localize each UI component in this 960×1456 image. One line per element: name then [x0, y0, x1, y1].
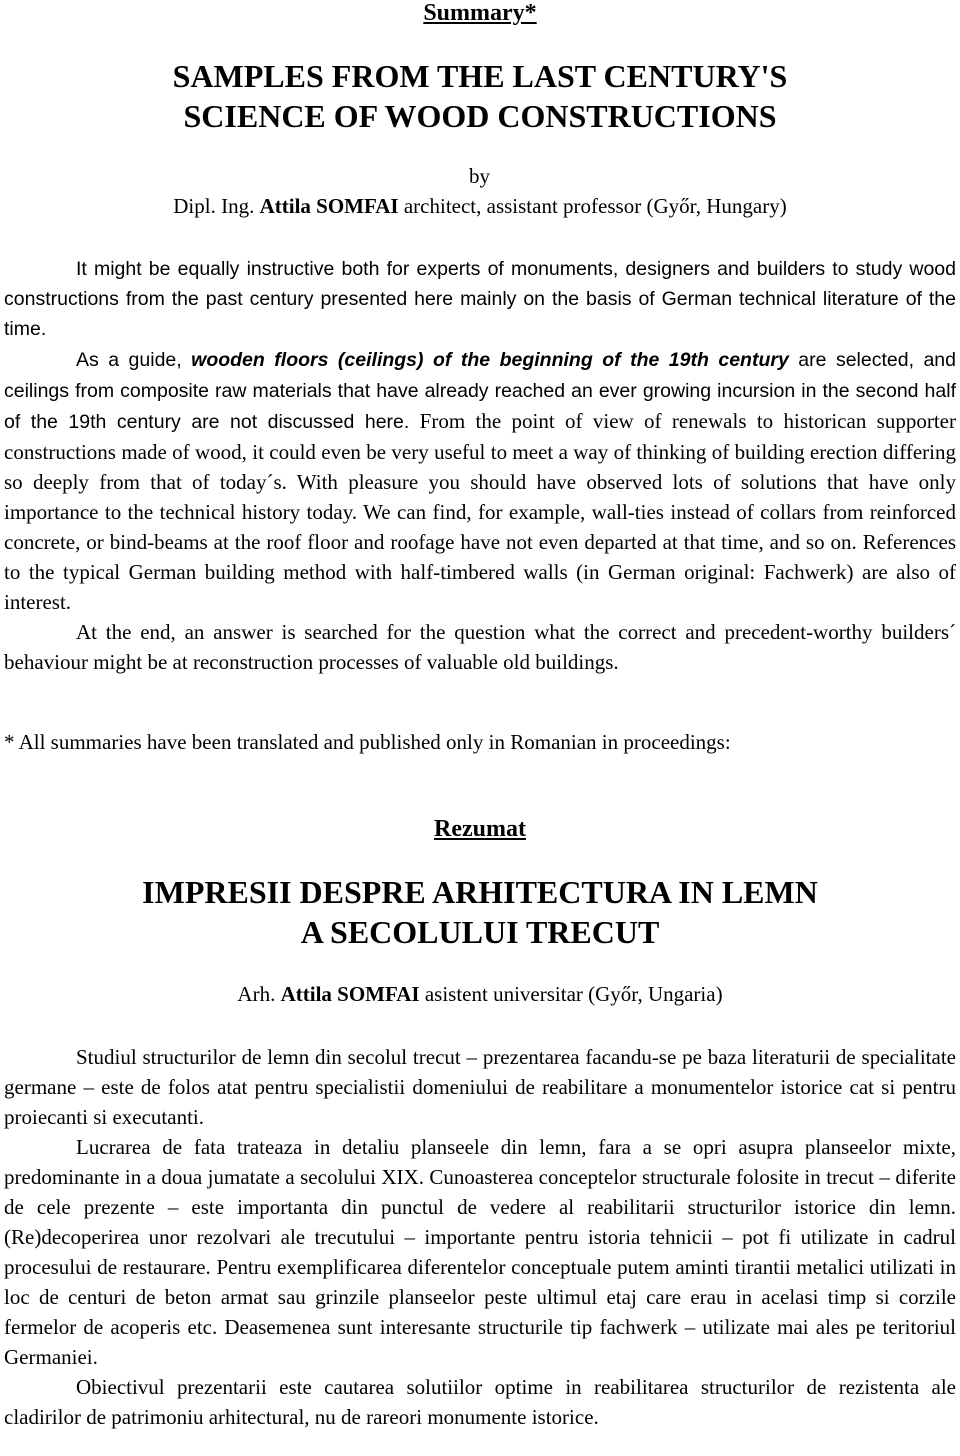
footnote: * All summaries have been translated and published only in Romanian in proceedings:	[4, 730, 731, 754]
english-paragraph-2-middle: are selected, and ceilings from composite raw materials that have already reached an ever growing incursion in the second half of the 19th century are not discussed here.	[4, 349, 956, 433]
english-title-line-1: SAMPLES FROM THE LAST CENTURY'S	[172, 58, 788, 94]
ro-author-name: Attila SOMFAI	[280, 982, 420, 1006]
author-prefix: Dipl. Ing.	[173, 194, 260, 218]
ro-author-prefix: Arh.	[237, 982, 281, 1006]
english-abstract	[4, 254, 956, 677]
english-paragraph-2-emphasis: wooden floors (ceilings) of the beginning of the 19th century	[191, 349, 789, 371]
english-paragraph-2-tail: From the point of view of renewals to historican supporter constructions made of wood, it could even be very useful to meet a way of thinking of building erection differing so deeply from that of today´s. With pleasure you should have observed lots of solutions that have only importance to the technical history today. We can find, for example, wall-ties instead of collars from reinforced concrete, or bind-beams at the roof floor and roofage have not even departed at that time, and so on. References to the typical German building method with half-timbered walls (in German original: Fachwerk) are also of interest.	[4, 409, 956, 614]
english-paragraph-2	[4, 344, 956, 617]
summary-heading: Summary*	[423, 0, 537, 26]
romanian-paragraph-3: Obiectivul prezentarii este cautarea solutiilor optime in reabilitarea structurilor de rezistenta ale cladirilor de patrimoniu arhitectural, nu de rareori monumente istorice.	[4, 1375, 956, 1429]
ro-author-affiliation: asistent universitar (Győr, Ungaria)	[419, 982, 723, 1006]
romanian-title-line-2: A SECOLULUI TRECUT	[300, 914, 660, 950]
romanian-paragraph-2: Lucrarea de fata trateaza in detaliu planseele din lemn, fara a se opri asupra planseelor mixte, predominante in a doua jumatate a secolului XIX. Cunoasterea conceptelor structurale folosite in trecut – diferite de cele prezente – este importanta din punctul de vedere al reabilitarii structurilor istorice din lemn. (Re)decoperirea unor rezolvari ale trecutului – importante pentru istoria tehnicii – pot fi utilizate in cadrul procesului de restaurare. Pentru exemplificarea diferentelor conceptuale putem aminti tirantii metalici utilizati in loc de centuri de beton armat sau grinzile planseelor peste ultimul etaj care erau in acelasi timp si corzile fermelor de acoperis etc. Deasemenea sunt interesante structurile tip fachwerk – utilizate mai ales pe teritoriul Germaniei.	[4, 1135, 956, 1369]
english-author-line	[4, 194, 956, 219]
author-affiliation: architect, assistant professor (Győr, Hungary)	[398, 194, 787, 218]
english-paragraph-1: It might be equally instructive both for experts of monuments, designers and builders to study wood constructions from the past century presented here mainly on the basis of German technical literature of the time.	[4, 258, 956, 340]
romanian-paragraph-1: Studiul structurilor de lemn din secolul trecut – prezentarea facandu-se pe baza literaturii de specialitate germane – este de folos atat pentru specialistii domeniului de reabilitare a monumentelor istorice cat si pentru proiecanti si executanti.	[4, 1045, 956, 1129]
rezumat-heading: Rezumat	[434, 816, 526, 842]
romanian-abstract	[4, 1042, 956, 1432]
by-label: by	[469, 164, 490, 188]
author-name: Attila SOMFAI	[259, 194, 399, 218]
english-paragraph-3: At the end, an answer is searched for the question what the correct and precedent-worthy builders´ behaviour might be at reconstruction processes of valuable old buildings.	[4, 620, 956, 674]
english-title-line-2: SCIENCE OF WOOD CONSTRUCTIONS	[183, 98, 777, 134]
romanian-author-line	[4, 982, 956, 1007]
english-paragraph-2-lead: As a guide,	[76, 349, 192, 371]
romanian-title-line-1: IMPRESII DESPRE ARHITECTURA IN LEMN	[142, 874, 818, 910]
